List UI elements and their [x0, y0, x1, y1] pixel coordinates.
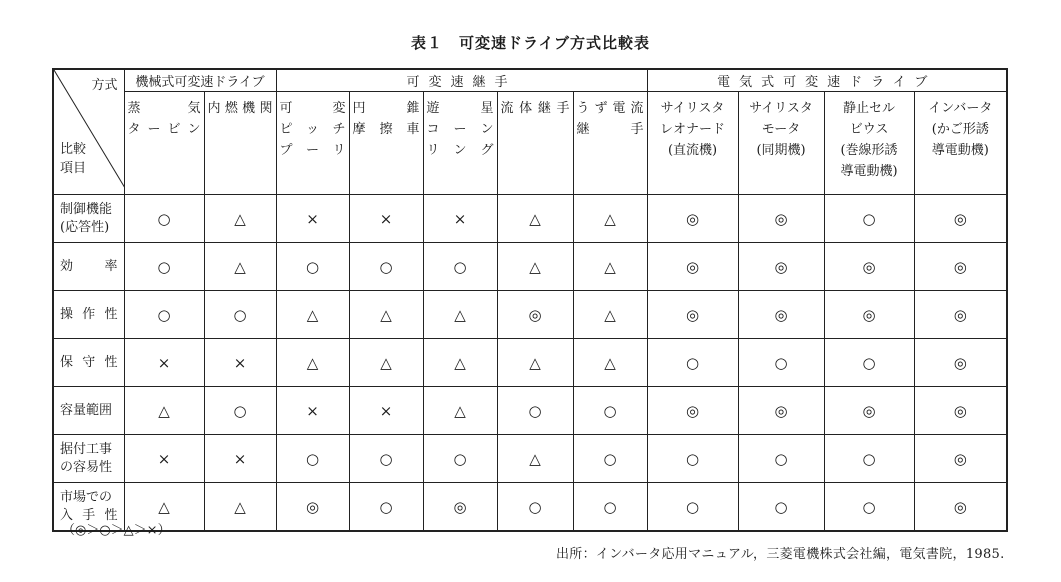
method-char: 車 [406, 122, 420, 137]
rating-cell: △ [573, 291, 647, 339]
method-line [280, 98, 346, 119]
method-char: 手 [556, 101, 570, 116]
method-header [124, 92, 204, 195]
method-line [742, 98, 821, 119]
table-row [53, 195, 1007, 243]
rating-cell: × [124, 339, 204, 387]
method-text: (同期機) [756, 143, 806, 158]
corner-item-label [60, 140, 86, 178]
rating-cell: ◎ [914, 387, 1007, 435]
row-label-line [60, 306, 118, 324]
method-char: ー [306, 143, 320, 158]
row-label-text: 市場での [60, 489, 113, 505]
rating-cell: ○ [738, 483, 824, 532]
method-char: ッ [306, 122, 320, 137]
method-line [828, 119, 911, 140]
method-char: 電 [612, 101, 626, 116]
rating-cell: △ [349, 291, 423, 339]
method-line [427, 98, 494, 119]
row-label-char: 性 [104, 354, 118, 370]
row-label-line [60, 459, 118, 477]
method-char: う [576, 101, 590, 116]
method-char: 関 [259, 101, 273, 116]
method-text: 変 [332, 101, 346, 116]
row-label-char: 操 [60, 306, 74, 322]
method-header [349, 92, 423, 195]
method-char: リ [426, 143, 440, 158]
method-text: 気 [187, 101, 201, 116]
method-line [918, 119, 1004, 140]
row-label-line [60, 219, 118, 237]
rating-cell: ◎ [914, 483, 1007, 532]
method-header [204, 92, 276, 195]
method-char: ー [453, 122, 467, 137]
method-line [828, 161, 911, 182]
method-line [828, 98, 911, 119]
method-text: 手 [630, 122, 644, 137]
method-char: ン [480, 122, 494, 137]
rating-cell: ◎ [738, 387, 824, 435]
method-line [828, 140, 911, 161]
rating-cell: × [349, 387, 423, 435]
method-char: チ [332, 122, 346, 137]
method-line [577, 98, 644, 119]
method-text: モータ [761, 122, 801, 137]
row-label [53, 243, 124, 291]
row-label-text: 制御機能 [60, 201, 113, 217]
rating-cell: ◎ [738, 243, 824, 291]
method-header [423, 92, 497, 195]
method-char: 継 [537, 101, 551, 116]
method-char: 機 [242, 101, 256, 116]
method-char: プ [279, 143, 293, 158]
row-label-line [60, 441, 118, 459]
legend: （◎＞○＞△＞×） [62, 523, 171, 538]
method-line [918, 98, 1004, 119]
method-line [651, 140, 735, 161]
method-line [918, 140, 1004, 161]
method-text: 蒸 [127, 101, 141, 116]
rating-cell: ◎ [824, 291, 914, 339]
method-text: 星 [480, 101, 494, 116]
row-label-line [60, 201, 118, 219]
method-text: 導電動機) [931, 143, 989, 158]
method-char: ピ [279, 122, 293, 137]
rating-cell: ◎ [824, 243, 914, 291]
row-label [53, 435, 124, 483]
row-label-char: 性 [104, 507, 118, 523]
rating-cell: ○ [124, 195, 204, 243]
rating-cell: ◎ [914, 339, 1007, 387]
method-header [824, 92, 914, 195]
rating-cell: △ [204, 195, 276, 243]
rating-cell: △ [497, 243, 573, 291]
method-line [427, 140, 494, 161]
method-char: 燃 [224, 101, 238, 116]
rating-cell: ○ [124, 243, 204, 291]
rating-cell: ◎ [914, 291, 1007, 339]
rating-cell: ○ [647, 483, 738, 532]
rating-cell: ○ [349, 483, 423, 532]
table-row [53, 291, 1007, 339]
rating-cell: × [349, 195, 423, 243]
rating-cell: ○ [738, 339, 824, 387]
row-label-line [60, 489, 118, 507]
rating-cell: ○ [824, 435, 914, 483]
row-label [53, 387, 124, 435]
method-char: タ [127, 122, 141, 137]
method-text: 可 [279, 101, 293, 116]
rating-cell: × [204, 339, 276, 387]
row-label-line [60, 402, 118, 420]
rating-cell: ○ [124, 291, 204, 339]
method-header [914, 92, 1007, 195]
row-label-char: 手 [82, 507, 96, 523]
rating-cell: ◎ [647, 195, 738, 243]
table-title: 表１ 可変速ドライブ方式比較表 [410, 34, 651, 52]
method-header [276, 92, 349, 195]
row-label-text: 効 [60, 258, 74, 274]
group-header: 可変速継手 [276, 69, 647, 92]
method-char: 体 [519, 101, 533, 116]
row-label-text: 容量範囲 [60, 402, 113, 418]
header-row-methods [53, 92, 1007, 195]
rating-cell: ◎ [738, 195, 824, 243]
rating-cell: ◎ [647, 291, 738, 339]
method-line [427, 119, 494, 140]
method-text: レオナード [660, 122, 726, 137]
rating-cell: △ [204, 243, 276, 291]
rating-cell: ◎ [497, 291, 573, 339]
rating-cell: ◎ [914, 195, 1007, 243]
rating-cell: ○ [573, 483, 647, 532]
table-row [53, 387, 1007, 435]
corner-item-line: 比較 [60, 142, 87, 157]
rating-cell: × [276, 195, 349, 243]
method-char: コ [426, 122, 440, 137]
method-char: 内 [207, 101, 221, 116]
rating-cell: △ [423, 291, 497, 339]
rating-cell: △ [497, 195, 573, 243]
method-line [353, 98, 420, 119]
corner-method-label: 方式 [91, 78, 118, 93]
corner-item-line: 項目 [60, 161, 87, 176]
rating-cell: ○ [204, 387, 276, 435]
rating-cell: ○ [647, 435, 738, 483]
method-text: インバータ [928, 101, 993, 116]
rating-cell: ○ [349, 435, 423, 483]
method-line [280, 140, 346, 161]
method-text: サイリスタ [660, 101, 725, 116]
method-char: ー [147, 122, 161, 137]
rating-cell: △ [497, 339, 573, 387]
method-header [497, 92, 573, 195]
row-label [53, 339, 124, 387]
method-text: 遊 [426, 101, 440, 116]
header-row-groups [53, 69, 1007, 92]
row-label-line [60, 258, 118, 276]
rating-cell: △ [573, 195, 647, 243]
rating-cell: ○ [204, 291, 276, 339]
method-text: 導電動機) [840, 164, 898, 179]
rating-cell: △ [349, 339, 423, 387]
row-label [53, 195, 124, 243]
method-line [651, 119, 735, 140]
rating-cell: ○ [276, 243, 349, 291]
rating-cell: △ [423, 387, 497, 435]
method-text: (直流機) [667, 143, 718, 158]
rating-cell: ◎ [423, 483, 497, 532]
method-char: 流 [500, 101, 514, 116]
rating-cell: ○ [276, 435, 349, 483]
row-label [53, 291, 124, 339]
method-header [738, 92, 824, 195]
method-char: 摩 [352, 122, 366, 137]
row-label-text: (応答性) [60, 219, 110, 235]
rating-cell: ○ [573, 387, 647, 435]
rating-cell: △ [124, 387, 204, 435]
rating-cell: △ [497, 435, 573, 483]
rating-cell: △ [204, 483, 276, 532]
method-char: 擦 [379, 122, 393, 137]
source-citation: 出所：インバータ応用マニュアル，三菱電機株式会社編，電気書院，1985. [556, 547, 1005, 562]
method-text: 円 [352, 101, 366, 116]
method-char: ン [453, 143, 467, 158]
rating-cell: × [276, 387, 349, 435]
rating-cell: ◎ [914, 243, 1007, 291]
rating-cell: △ [276, 291, 349, 339]
rating-cell: × [124, 435, 204, 483]
row-label-char: 保 [60, 354, 74, 370]
rating-cell: ○ [423, 435, 497, 483]
rating-cell: ○ [497, 387, 573, 435]
comparison-table [52, 68, 1008, 532]
method-line [577, 119, 644, 140]
group-header: 電気式可変速ドライブ [647, 69, 1007, 92]
rating-cell: ◎ [647, 243, 738, 291]
method-char: グ [480, 143, 494, 158]
row-label-char: 作 [82, 306, 96, 322]
rating-cell: × [423, 195, 497, 243]
method-char: ず [594, 101, 608, 116]
rating-cell: △ [124, 483, 204, 532]
rating-cell: ○ [497, 483, 573, 532]
method-text: 静止セル [843, 101, 896, 116]
method-char: リ [332, 143, 346, 158]
rating-cell: ○ [423, 243, 497, 291]
table-row [53, 243, 1007, 291]
corner-cell [53, 69, 124, 195]
method-header [647, 92, 738, 195]
row-label-text: 率 [104, 258, 118, 274]
rating-cell: ◎ [824, 387, 914, 435]
method-header [573, 92, 647, 195]
row-label-text: の容易性 [60, 459, 113, 475]
row-label-text: 据付工事 [60, 441, 113, 457]
group-header: 機械式可変速ドライブ [124, 69, 276, 92]
rating-cell: × [204, 435, 276, 483]
rating-cell: △ [276, 339, 349, 387]
method-line [742, 119, 821, 140]
method-line [128, 98, 201, 119]
rating-cell: ○ [824, 339, 914, 387]
method-char: ン [187, 122, 201, 137]
method-line [501, 98, 570, 119]
rating-cell: △ [573, 243, 647, 291]
rating-cell: ◎ [647, 387, 738, 435]
rating-cell: ○ [824, 483, 914, 532]
method-line [353, 119, 420, 140]
rating-cell: ○ [647, 339, 738, 387]
method-text: 継 [576, 122, 590, 137]
table-row [53, 483, 1007, 532]
rating-cell: ○ [824, 195, 914, 243]
method-char: ビ [167, 122, 181, 137]
rating-cell: ◎ [914, 435, 1007, 483]
rating-cell: ○ [738, 435, 824, 483]
rating-cell: ○ [349, 243, 423, 291]
method-line [742, 140, 821, 161]
row-label-line [60, 354, 118, 372]
rating-cell: △ [423, 339, 497, 387]
rating-cell: ◎ [738, 291, 824, 339]
method-char: 流 [630, 101, 644, 116]
row-label-char: 性 [104, 306, 118, 322]
table-row [53, 435, 1007, 483]
rating-cell: ◎ [276, 483, 349, 532]
method-text: ビウス [849, 122, 889, 137]
method-text: サイリスタ [749, 101, 813, 116]
row-label-char: 入 [60, 507, 74, 523]
table-row [53, 339, 1007, 387]
method-text: (巻線形誘 [840, 143, 898, 158]
method-line [280, 119, 346, 140]
method-line [128, 119, 201, 140]
row-label-char: 守 [82, 354, 96, 370]
method-text: 錐 [406, 101, 420, 116]
rating-cell: ○ [573, 435, 647, 483]
method-line [208, 98, 273, 119]
method-line [651, 98, 735, 119]
method-text: (かご形誘 [931, 122, 989, 137]
rating-cell: △ [573, 339, 647, 387]
